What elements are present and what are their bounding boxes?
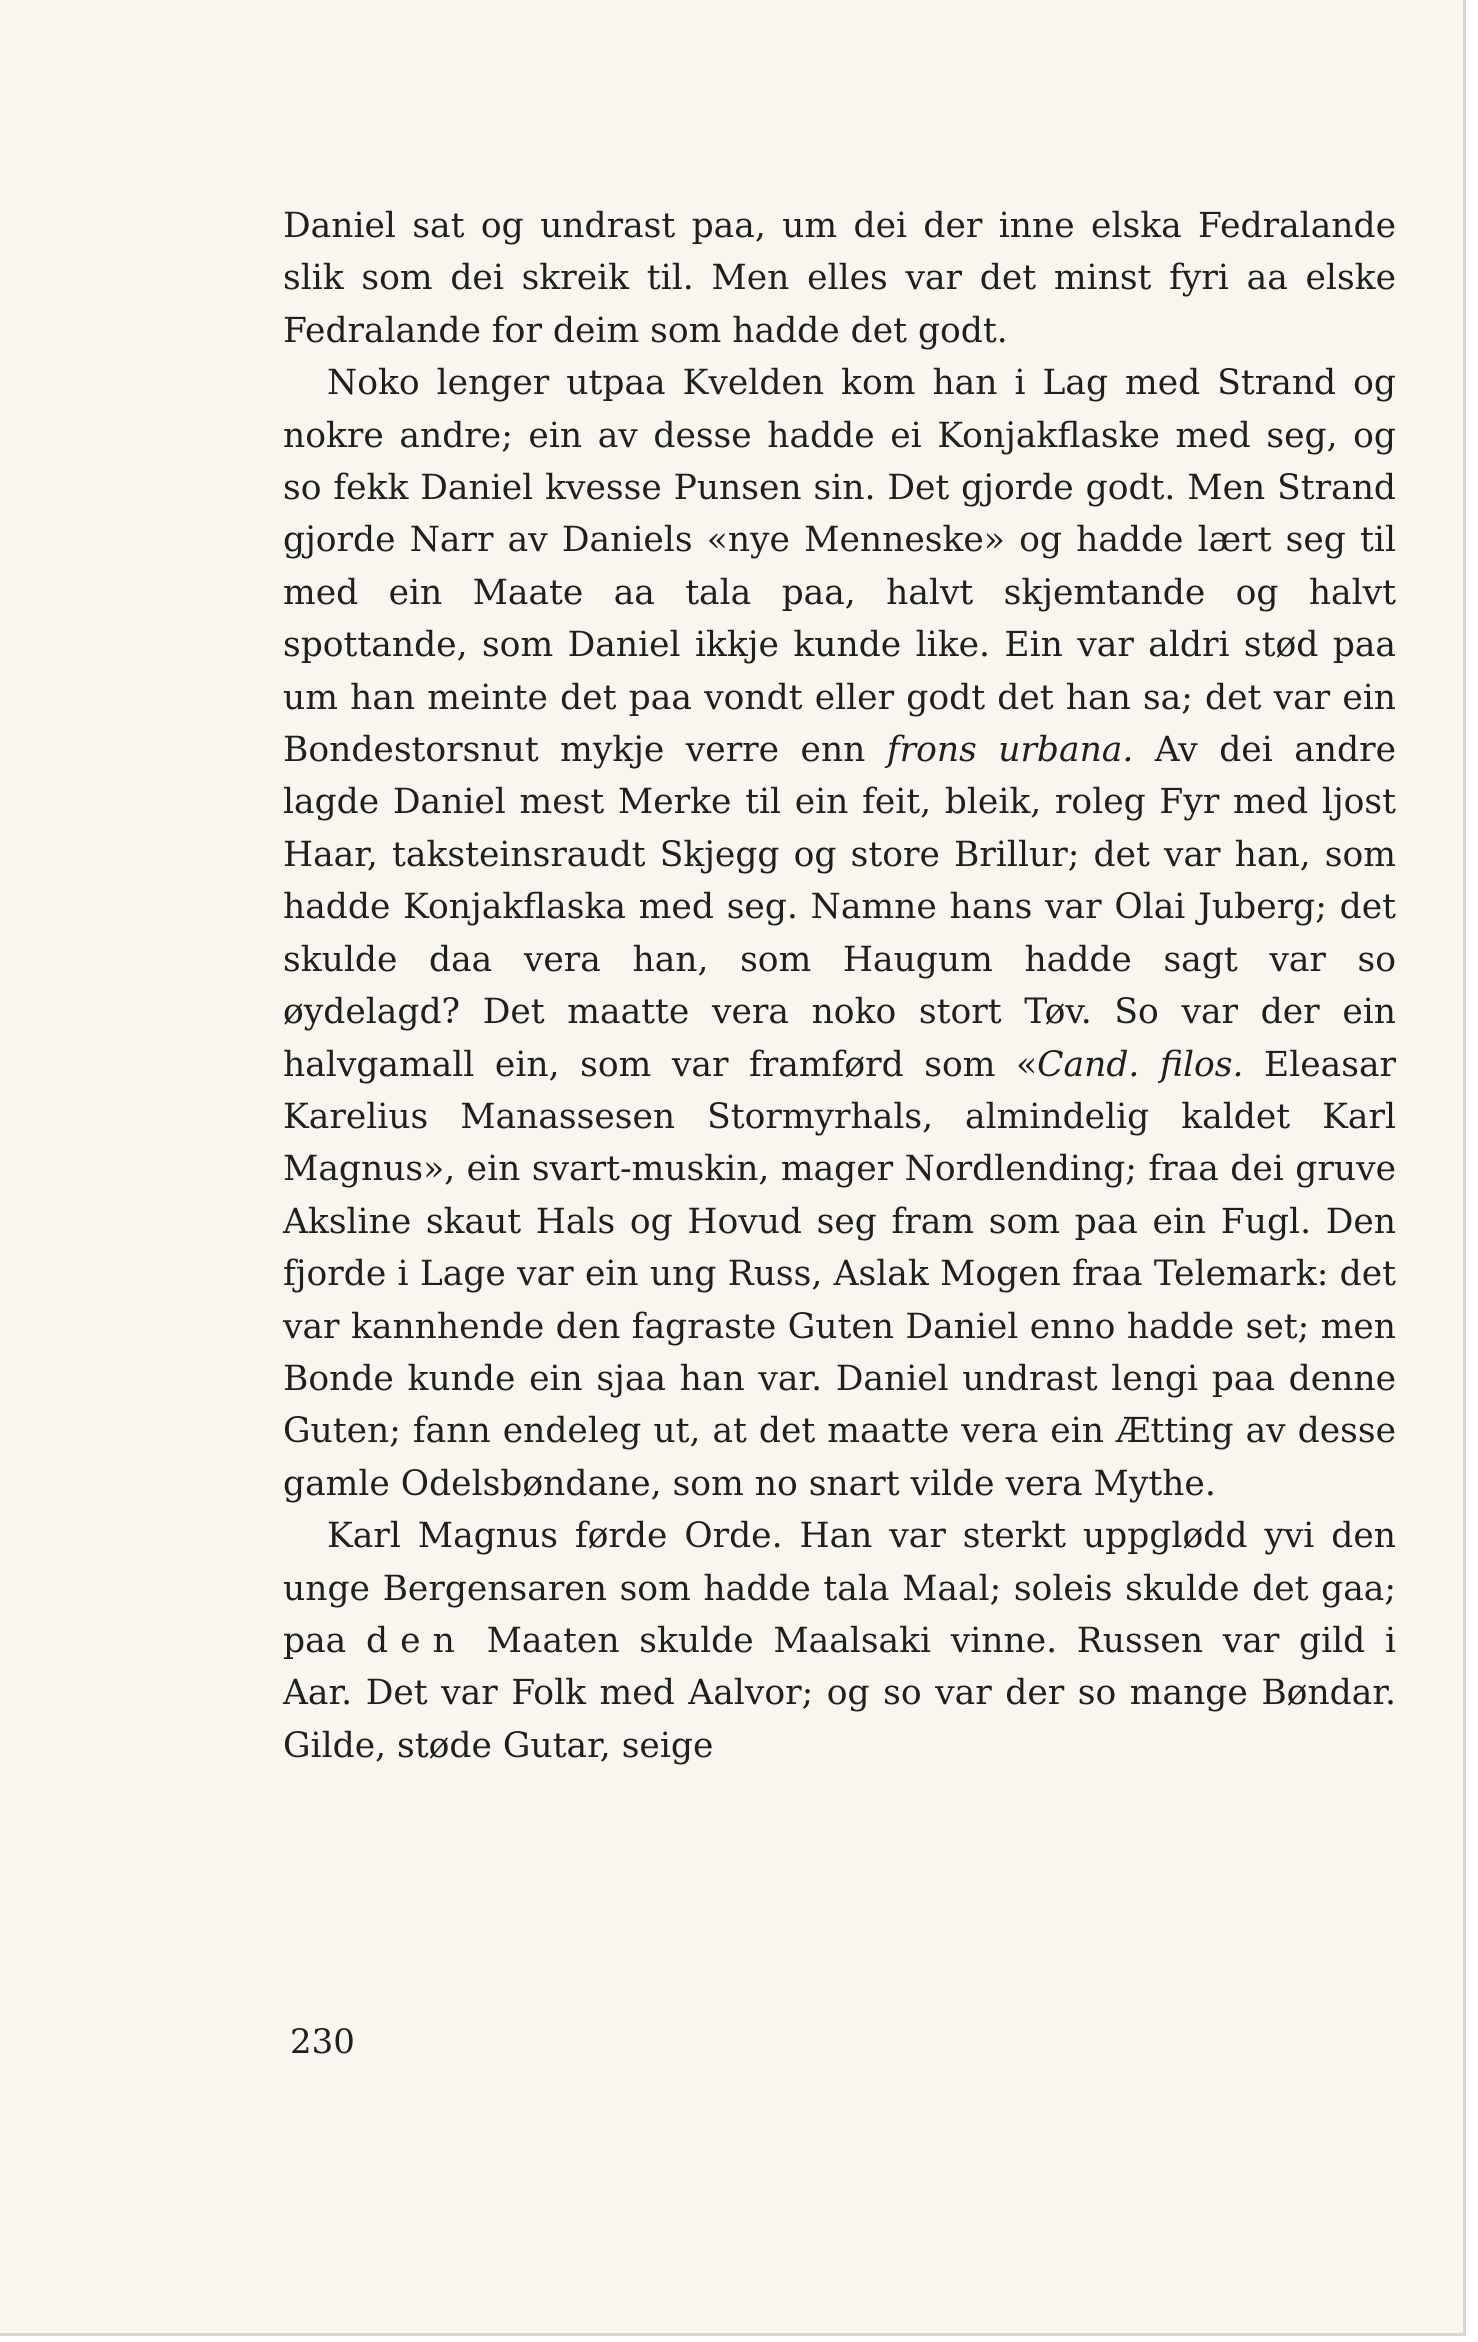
latin-phrase-frons-urbana: frons urbana.	[886, 730, 1134, 771]
emphasized-word: den	[365, 1620, 467, 1661]
page-number: 230	[290, 2022, 355, 2062]
degree-abbreviation: Cand. filos.	[1037, 1044, 1244, 1085]
paragraph-1	[283, 200, 1396, 357]
paragraph-1-text: Daniel sat og undrast paa, um dei der inne elska Fedralande slik som dei skreik til. Men elles var det minst fyri aa elske Fedralande for deim som hadde det godt.	[283, 206, 1396, 351]
paragraph-3-text-b: Maaten skulde Maalsaki vinne. Russen var gild i Aar. Det var Folk med Aalvor; og so var der so mange Bøndar. Gilde, støde Gutar, seige	[283, 1620, 1396, 1766]
paragraph-2-text-a: Noko lenger utpaa Kvelden kom han i Lag med Strand og nokre andre; ein av desse hadde ei Konjakflaske med seg, og so fekk Daniel kvesse Punsen sin. Det gjorde godt. Men Strand gjorde Narr av Daniels «nye Menneske» og hadde lært seg til med ein Maate aa tala paa, halvt skjemtande og halvt spottande, som Daniel ikkje kunde like. Ein var aldri stød paa um han meinte det paa vondt eller godt det han sa; det var ein Bondestorsnut mykje verre enn	[283, 363, 1396, 771]
body-text	[283, 200, 1396, 1772]
paragraph-2-text-b: Av dei andre lagde Daniel mest Merke til ein feit, bleik, roleg Fyr med ljost Haar, taksteinsraudt Skjegg og store Brillur; det var han, som hadde Konjakflaska med seg. Namne hans var Olai Juberg; det skulde daa vera han, som Haugum hadde sagt var so øydelagd? Det maatte vera noko stort Tøv. So var der ein halvgamall ein, som var framførd som «	[283, 730, 1396, 1085]
paragraph-3	[283, 1510, 1396, 1772]
paragraph-2-text-c: Eleasar Karelius Manassesen Stormyrhals, almindelig kaldet Karl Magnus», ein svart-muskin, mager Nordlending; fraa dei gruve Aksline skaut Hals og Hovud seg fram som paa ein Fugl. Den fjorde i Lage var ein ung Russ, Aslak Mogen fraa Telemark: det var kannhende den fagraste Guten Daniel enno hadde set; men Bonde kunde ein sjaa han var. Daniel undrast lengi paa denne Guten; fann endeleg ut, at det maatte vera ein Ætting av desse gamle Odelsbøndane, som no snart vilde vera Mythe.	[283, 1044, 1397, 1504]
paragraph-2	[283, 357, 1396, 1510]
paragraph-3-text-a: Karl Magnus førde Orde. Han var sterkt uppglødd yvi den unge Bergensaren som hadde tala Maal; soleis skulde det gaa; paa	[283, 1516, 1396, 1661]
